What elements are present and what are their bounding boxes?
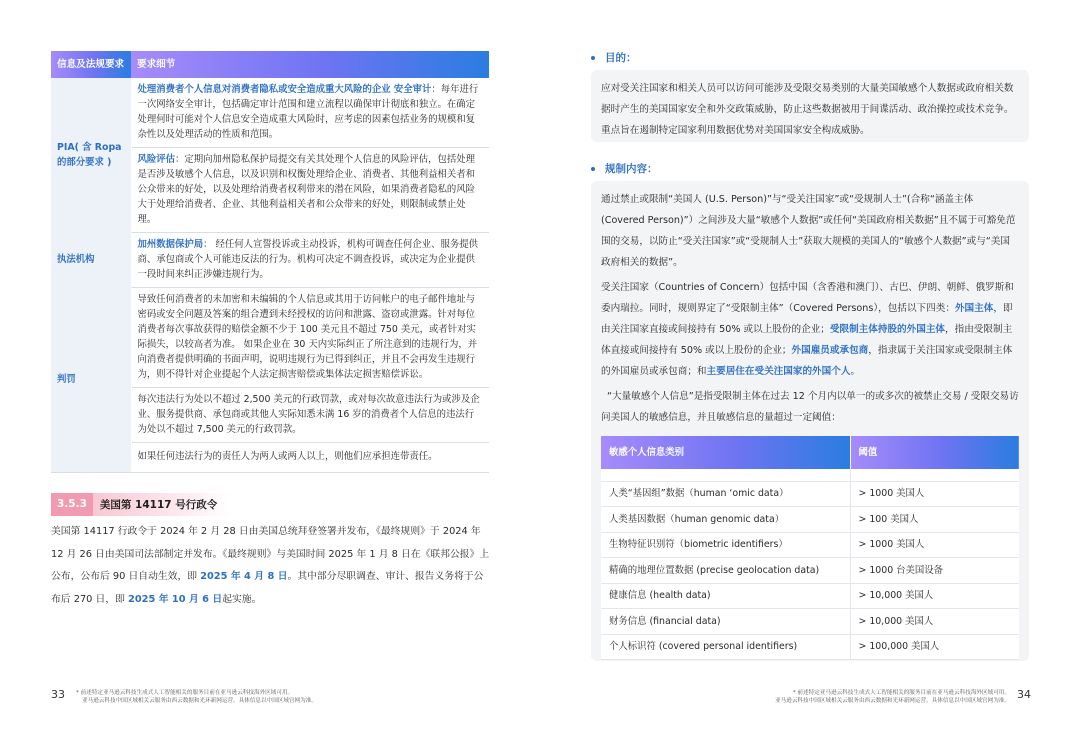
- section-number: 3.5.3: [51, 493, 93, 516]
- bullet-icon: [591, 56, 595, 60]
- content-paragraph: 受关注国家（Countries of Concern）包括中国（含香港和澳门）、古巴、伊朗、朝鲜、俄罗斯和委内瑞拉。同时，规则界定了“受限制主体”（Covered Persons），包括以下四类：外国主体，即由关注国家直接或间接持有 50% 或以上股份的企业；受限制主体持股的外国主体，指由受限制主体直接或间接持有 50% 或以上股份的企业；外国雇员或承包商，指隶属于关注国家或受限制主体的外国雇员或承包商；和主要居住在受关注国家的外国个人。: [601, 282, 1014, 377]
- table-row: [601, 609, 1019, 635]
- threshold-cell: > 100 美国人: [850, 507, 1019, 533]
- table-row: [601, 469, 1019, 481]
- detail-cell: [131, 78, 489, 148]
- right-page: [540, 0, 1080, 732]
- threshold-cell: > 1000 美国人: [850, 481, 1019, 507]
- executive-order-paragraph: [51, 521, 491, 611]
- table-row: [601, 634, 1019, 660]
- purpose-title: [591, 50, 637, 65]
- threshold-cell: > 100,000 美国人: [850, 634, 1019, 660]
- table-row: [51, 78, 489, 148]
- table-row: [601, 558, 1019, 584]
- detail-text: ：每年进行一次网络安全审计，包括确定审计范围和建立流程以确保审计彻底和独立。在确定处理何时可能对个人信息安全造成重大风险时，应考虑的因素包括业务的规模和复杂性以及处理活动的性质和范围。: [137, 84, 479, 140]
- category-cell: 个人标识符 (covered personal identifiers): [601, 634, 850, 660]
- footnote: [76, 689, 376, 705]
- category-penalty: 判罚: [51, 288, 131, 473]
- detail-text: ： 经任何人宣誓投诉或主动投诉，机构可调查任何企业、服务提供商、承包商或个人可能违反法的行为。机构可决定不调查投诉，或决定为企业提供一段时间来纠正涉嫌违规行为。: [137, 239, 478, 280]
- table-header-row: [601, 436, 1019, 469]
- category-pia: PIA( 含 Ropa 的部分要求 ): [51, 78, 131, 233]
- content-box: [591, 181, 1029, 661]
- category-cell: 人类基因数据（human genomic data）: [601, 507, 850, 533]
- threshold-cell: > 1000 台美国设备: [850, 558, 1019, 584]
- content-paragraph: “大量敏感个人信息”是指受限制主体在过去 12 个月内以单一的或多次的被禁止交易 / 受限交易访问美国人的敏感信息，并且敏感信息的量超过一定阈值：: [601, 391, 1019, 423]
- content-paragraph: 通过禁止或限制“美国人 (U.S. Person)”与“受关注国家”或“受规制人士”(合称“涵盖主体 (Covered Person)”）之间涉及大量“敏感个人数据”或任何“美国政府相关数据”且不属于可豁免范围的交易，以防止“受关注国家”或“受规制人士”获取大规模的美国人的“敏感个人数据”或与“美国政府相关的数据”。: [601, 194, 1016, 268]
- implementation-date: 2025 年 10 月 6 日: [128, 593, 223, 605]
- category-cell: 健康信息 (health data): [601, 583, 850, 609]
- header-requirement: 信息及法规要求: [51, 51, 131, 78]
- effective-date: 2025 年 4 月 8 日: [200, 571, 288, 582]
- table-row: [601, 507, 1019, 533]
- category-enforcement: 执法机构: [51, 233, 131, 288]
- detail-highlight: 处理消费者个人信息对消费者隐私或安全造成重大风险的企业 安全审计: [137, 84, 432, 95]
- footnote-line: * 前述特定亚马逊云科技生成式人工智能相关的服务目前在亚马逊云科技海外区域可用。: [76, 690, 294, 696]
- threshold-cell: > 10,000 美国人: [850, 583, 1019, 609]
- law-requirements-table: [51, 51, 489, 473]
- detail-text: ：定期向加州隐私保护局提交有关其处理个人信息的风险评估，包括处理是否涉及敏感个人信息，以及识别和权衡处理给企业、消费者、其他利益相关者和公众带来的好处，以及处理给消费者权利带来的潜在风险，如果消费者隐私的风险大于处理给消费者、企业、其他利益相关者和公众带来的好处，则限制或禁止处理。: [137, 154, 476, 225]
- header-detail: 要求细节: [131, 51, 489, 78]
- header-category: 敏感个人信息类别: [601, 436, 850, 469]
- employee-term: 外国雇员或承包商: [791, 345, 869, 356]
- footnote-line: 亚马逊云科技中国区域相关云服务由西云数据和光环新网运营。具体信息以中国区域官网为准。: [82, 698, 317, 704]
- table-row: [601, 481, 1019, 507]
- bullet-icon: [591, 167, 595, 171]
- category-cell: 生物特征识别符（biometric identifiers）: [601, 532, 850, 558]
- detail-cell: 每次违法行为处以不超过 2,500 美元的行政罚款，或对每次故意违法行为或涉及企业、服务提供商、承包商或其他人实际知悉未满 16 岁的消费者个人信息的违法行为处以不超过 7,500 美元的行政罚款。: [131, 388, 489, 443]
- content-title-text: 规制内容：: [605, 163, 658, 175]
- page-number: 33: [51, 688, 65, 701]
- detail-cell: [131, 148, 489, 233]
- paragraph-text: 。其中部分尽职调查、审计、报告义务将于公布后 270 日，即: [51, 571, 484, 605]
- detail-highlight: 加州数据保护局: [137, 239, 204, 250]
- sensitive-data-table: [601, 436, 1019, 660]
- category-cell: 人类“基因组”数据（human ‘omic data）: [601, 481, 850, 507]
- footnote-line: 亚马逊云科技中国区域相关云服务由西云数据和光环新网运营。具体信息以中国区域官网为准。: [775, 698, 1010, 704]
- footnote-line: * 前述特定亚马逊云科技生成式人工智能相关的服务目前在亚马逊云科技海外区域可用。: [792, 690, 1010, 696]
- detail-cell: 如果任何违法行为的责任人为两人或两人以上，则他们应承担连带责任。: [131, 443, 489, 473]
- resident-term: 主要居住在受关注国家的外国个人: [706, 366, 851, 377]
- section-heading: [51, 493, 231, 516]
- table-row: [51, 233, 489, 288]
- foreign-entity-term: 外国主体: [954, 303, 994, 314]
- table-row: [601, 532, 1019, 558]
- page-number: 34: [1017, 688, 1031, 701]
- header-threshold: 阈值: [850, 436, 1019, 469]
- detail-cell: [131, 233, 489, 288]
- threshold-cell: > 10,000 美国人: [850, 609, 1019, 635]
- purpose-text: 应对受关注国家和相关人员可以访问可能涉及受限交易类别的大量美国敏感个人数据或政府相关数据时产生的美国国家安全和外交政策威胁，防止这些数据被用于间谍活动、政治操控或技术竞争。重点旨在遏制特定国家利用数据优势对美国国家安全构成威胁。: [601, 83, 1014, 136]
- threshold-cell: > 1000 美国人: [850, 532, 1019, 558]
- detail-cell: 导致任何消费者的未加密和未编辑的个人信息或其用于访问帐户的电子邮件地址与密码或安全问题及答案的组合遭到未经授权的访问和泄露、盗窃或泄露。针对每位消费者每次事故获得的赔偿金额不少于 100 美元且不超过 750 美元，或者针对实际损失，以较高者为准。 如果企业在 30 天内实际纠正了所注意到的违规行为，并向消费者提供明确的书面声明，说明违规行为已得到纠正，并且不会再发生违规行为，则不得针对企业提起个人法定损害赔偿或集体法定损害赔偿诉讼。: [131, 288, 489, 388]
- table-row: [601, 583, 1019, 609]
- footnote: [730, 689, 1010, 705]
- paragraph-text: 起实施。: [222, 593, 262, 605]
- detail-highlight: 风险评估: [137, 154, 176, 165]
- category-cell: 精确的地理位置数据 (precise geolocation data): [601, 558, 850, 584]
- table-header-row: [51, 51, 489, 78]
- purpose-box: [591, 70, 1029, 142]
- content-title: [591, 161, 658, 176]
- table-row: [51, 288, 489, 388]
- held-entity-term: 受限制主体持股的外国主体: [829, 324, 946, 335]
- section-title: 美国第 14117 号行政令: [99, 499, 218, 511]
- purpose-title-text: 目的：: [605, 52, 637, 64]
- paragraph-text: 美国第 14117 行政令于 2024 年 2 月 28 日由美国总统拜登签署并发布，《最终规则》于 2024 年 12 月 26 日由美国司法部制定并发布。《最终规则》与美国时间 2025 年 1 月 8 日在《联邦公报》上公布，公布后 90 日自动生效，即: [51, 526, 490, 582]
- category-cell: 财务信息 (financial data): [601, 609, 850, 635]
